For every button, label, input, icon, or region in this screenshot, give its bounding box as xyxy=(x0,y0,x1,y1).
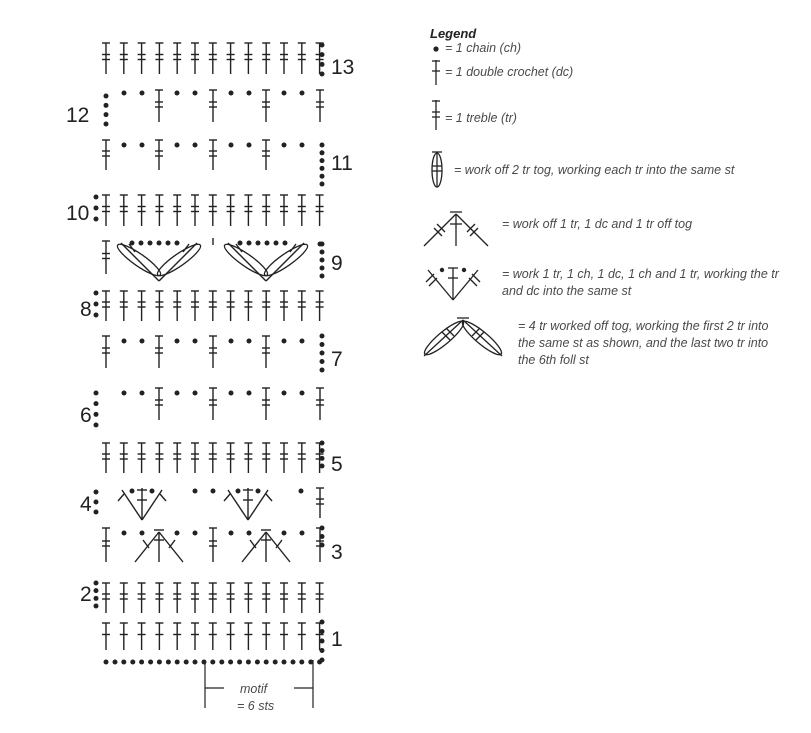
tr2tog-icon xyxy=(422,150,456,190)
chain-stitch xyxy=(247,91,252,96)
chain-stitch xyxy=(113,660,118,665)
chain-stitch xyxy=(300,391,305,396)
chain-stitch xyxy=(320,274,325,279)
tr4tog-icon xyxy=(420,314,510,362)
chain-stitch xyxy=(193,91,198,96)
chain-stitch xyxy=(320,143,325,148)
chain-stitch xyxy=(175,531,180,536)
chain-stitch xyxy=(282,91,287,96)
chain-stitch xyxy=(264,660,269,665)
tog-bar xyxy=(276,540,282,548)
chain-stitch xyxy=(229,339,234,344)
chain-stitch xyxy=(193,660,198,665)
row-number-7: 7 xyxy=(331,348,343,371)
tog-leg xyxy=(135,532,159,562)
chain-stitch xyxy=(320,351,325,356)
chain-stitch xyxy=(139,241,144,246)
chain-stitch xyxy=(193,531,198,536)
v-leg xyxy=(228,490,248,520)
chain-stitch xyxy=(265,241,270,246)
chain-stitch xyxy=(229,143,234,148)
row-number-11: 11 xyxy=(331,152,353,175)
chain-stitch xyxy=(94,500,99,505)
tog-leg xyxy=(266,532,290,562)
chain-stitch xyxy=(94,195,99,200)
chain-stitch xyxy=(122,91,127,96)
row-number-2: 2 xyxy=(80,583,92,606)
chain-stitch xyxy=(157,241,162,246)
chain-stitch xyxy=(299,489,304,494)
chain-stitch xyxy=(282,531,287,536)
chain-stitch xyxy=(175,660,180,665)
chain-stitch xyxy=(130,489,135,494)
chain-stitch xyxy=(320,359,325,364)
chain-stitch xyxy=(104,103,109,108)
v-stitch-group-icon xyxy=(420,262,490,306)
chain-stitch xyxy=(320,250,325,255)
chain-stitch xyxy=(94,510,99,515)
legend-text-dc: = 1 double crochet (dc) xyxy=(445,65,574,79)
chain-stitch xyxy=(300,143,305,148)
cluster-oval xyxy=(114,240,163,280)
chain-stitch xyxy=(299,660,304,665)
legend-title: Legend xyxy=(430,26,477,41)
chain-stitch xyxy=(228,660,233,665)
chain-stitch xyxy=(283,241,288,246)
chain-stitch xyxy=(320,62,325,67)
chain-stitch xyxy=(291,660,296,665)
chain-stitch xyxy=(94,490,99,495)
chain-stitch xyxy=(130,660,135,665)
chain-stitch xyxy=(320,52,325,57)
chain-stitch xyxy=(300,91,305,96)
chain-stitch xyxy=(236,489,241,494)
chain-stitch xyxy=(193,391,198,396)
chain-stitch xyxy=(320,368,325,373)
chain-stitch xyxy=(282,143,287,148)
legend xyxy=(420,22,800,382)
v-bar xyxy=(160,494,166,501)
chain-stitch xyxy=(122,143,127,148)
chain-stitch xyxy=(193,339,198,344)
chain-stitch xyxy=(122,391,127,396)
legend-text-tr2tog: = work off 2 tr tog, working each tr into the same st xyxy=(454,163,735,177)
v-leg xyxy=(122,490,142,520)
chain-stitch xyxy=(139,660,144,665)
chain-stitch xyxy=(94,302,99,307)
chain-stitch xyxy=(320,72,325,77)
row-number-1: 1 xyxy=(331,628,343,651)
chain-stitch xyxy=(320,456,325,461)
tog-leg xyxy=(159,532,183,562)
chain-stitch xyxy=(300,531,305,536)
chain-stitch xyxy=(320,158,325,163)
chain-stitch xyxy=(140,91,145,96)
legend-text-tr-dc-tr: = work off 1 tr, 1 dc and 1 tr off tog xyxy=(502,217,693,231)
row-number-10: 10 xyxy=(66,202,90,225)
tog-bar xyxy=(250,540,256,548)
chain-stitch xyxy=(246,660,251,665)
chain-stitch xyxy=(300,339,305,344)
chain-stitch xyxy=(94,588,99,593)
cluster-oval xyxy=(221,240,270,280)
chain-stitch xyxy=(94,401,99,406)
row-number-3: 3 xyxy=(331,541,343,564)
row-number-9: 9 xyxy=(331,252,343,275)
chain-stitch xyxy=(274,241,279,246)
v-leg xyxy=(142,490,162,520)
chain-stitch xyxy=(247,241,252,246)
chain-stitch xyxy=(150,489,155,494)
chain-stitch xyxy=(148,660,153,665)
cluster-leg xyxy=(228,243,266,281)
chain-stitch xyxy=(320,258,325,263)
chain-stitch xyxy=(237,660,242,665)
chain-stitch xyxy=(94,391,99,396)
chain-stitch xyxy=(247,143,252,148)
tr-dc-tr-tog-icon xyxy=(420,208,490,252)
chain-stitch xyxy=(140,143,145,148)
tog-bar xyxy=(143,540,149,548)
motif-label: motif xyxy=(240,682,268,696)
chain-stitch xyxy=(256,489,261,494)
chain-stitch xyxy=(94,217,99,222)
chain-stitch xyxy=(320,448,325,453)
chain-stitch xyxy=(320,543,325,548)
v-bar xyxy=(266,494,272,501)
chain-stitch xyxy=(247,391,252,396)
chain-stitch xyxy=(238,241,243,246)
chain-stitch xyxy=(219,660,224,665)
chain-stitch xyxy=(282,660,287,665)
chain-stitch xyxy=(229,531,234,536)
chain-stitch xyxy=(94,291,99,296)
row-number-8: 8 xyxy=(80,298,92,321)
legend-text-chain: = 1 chain (ch) xyxy=(445,41,522,55)
motif-count: = 6 sts xyxy=(237,699,275,713)
row-number-6: 6 xyxy=(80,404,92,427)
tog-bar xyxy=(169,540,175,548)
chain-stitch xyxy=(320,464,325,469)
cluster-oval xyxy=(261,240,310,280)
chain-stitch xyxy=(140,391,145,396)
chain-stitch xyxy=(320,182,325,187)
chain-stitch xyxy=(229,91,234,96)
chain-stitch xyxy=(320,526,325,531)
chain-stitch xyxy=(94,581,99,586)
chain-stitch xyxy=(193,143,198,148)
chain-stitch xyxy=(320,166,325,171)
chain-stitch xyxy=(210,660,215,665)
row-number-12: 12 xyxy=(66,104,90,127)
cluster-oval xyxy=(154,240,203,280)
chain-stitch xyxy=(104,122,109,127)
chain-stitch xyxy=(282,339,287,344)
chain-stitch xyxy=(229,391,234,396)
chain-stitch xyxy=(140,531,145,536)
chain-stitch xyxy=(211,489,216,494)
legend-text-treble: = 1 treble (tr) xyxy=(445,111,517,125)
chain-stitch xyxy=(94,206,99,211)
chain-stitch xyxy=(247,531,252,536)
tog-leg xyxy=(242,532,266,562)
chain-stitch xyxy=(320,43,325,48)
v-leg xyxy=(248,490,268,520)
chain-stitch xyxy=(157,660,162,665)
chain-stitch xyxy=(104,660,109,665)
chain-stitch xyxy=(94,604,99,609)
chain-stitch xyxy=(175,241,180,246)
chain-stitch xyxy=(282,391,287,396)
chain-stitch xyxy=(94,596,99,601)
chain-stitch xyxy=(166,660,171,665)
chain-stitch xyxy=(320,242,325,247)
chain-stitch xyxy=(255,660,260,665)
chain-stitch xyxy=(247,339,252,344)
chain-stitch xyxy=(175,91,180,96)
chain-stitch xyxy=(166,241,171,246)
chain-stitch xyxy=(148,241,153,246)
chain-stitch xyxy=(320,150,325,155)
cluster-leg xyxy=(159,243,197,281)
chain-stitch xyxy=(121,660,126,665)
cluster-leg xyxy=(266,243,304,281)
chain-stitch xyxy=(320,174,325,179)
chain-stitch xyxy=(104,94,109,99)
cluster-leg xyxy=(121,243,159,281)
chain-stitch xyxy=(320,334,325,339)
chain-stitch xyxy=(140,339,145,344)
chain-stitch xyxy=(320,342,325,347)
chain-stitch xyxy=(202,660,207,665)
chain-stitch xyxy=(320,266,325,271)
chain-stitch xyxy=(320,441,325,446)
chain-stitch xyxy=(94,412,99,417)
chain-stitch xyxy=(175,339,180,344)
chain-stitch xyxy=(94,423,99,428)
chain-stitch xyxy=(320,534,325,539)
chain-stitch xyxy=(175,391,180,396)
chain-stitch xyxy=(175,143,180,148)
legend-text-tr4tog: = 4 tr worked off tog, working the first 2 tr into the same st as shown, and the last two tr into the 6th foll st xyxy=(518,319,769,367)
row-number-13: 13 xyxy=(331,56,355,79)
chain-stitch xyxy=(320,658,325,663)
v-bar xyxy=(118,494,124,501)
chain-stitch xyxy=(184,660,189,665)
v-bar xyxy=(224,494,230,501)
chart-symbols xyxy=(94,43,325,665)
chain-stitch xyxy=(122,339,127,344)
chain-stitch xyxy=(94,313,99,318)
chain-stitch xyxy=(273,660,278,665)
chain-stitch xyxy=(193,489,198,494)
chain-stitch xyxy=(256,241,261,246)
legend-text-v-group: = work 1 tr, 1 ch, 1 dc, 1 ch and 1 tr, working the tr and dc into the same st xyxy=(502,267,779,298)
row-number-4: 4 xyxy=(80,493,92,516)
chain-stitch xyxy=(122,531,127,536)
chain-stitch xyxy=(104,112,109,117)
row-number-5: 5 xyxy=(331,453,343,476)
